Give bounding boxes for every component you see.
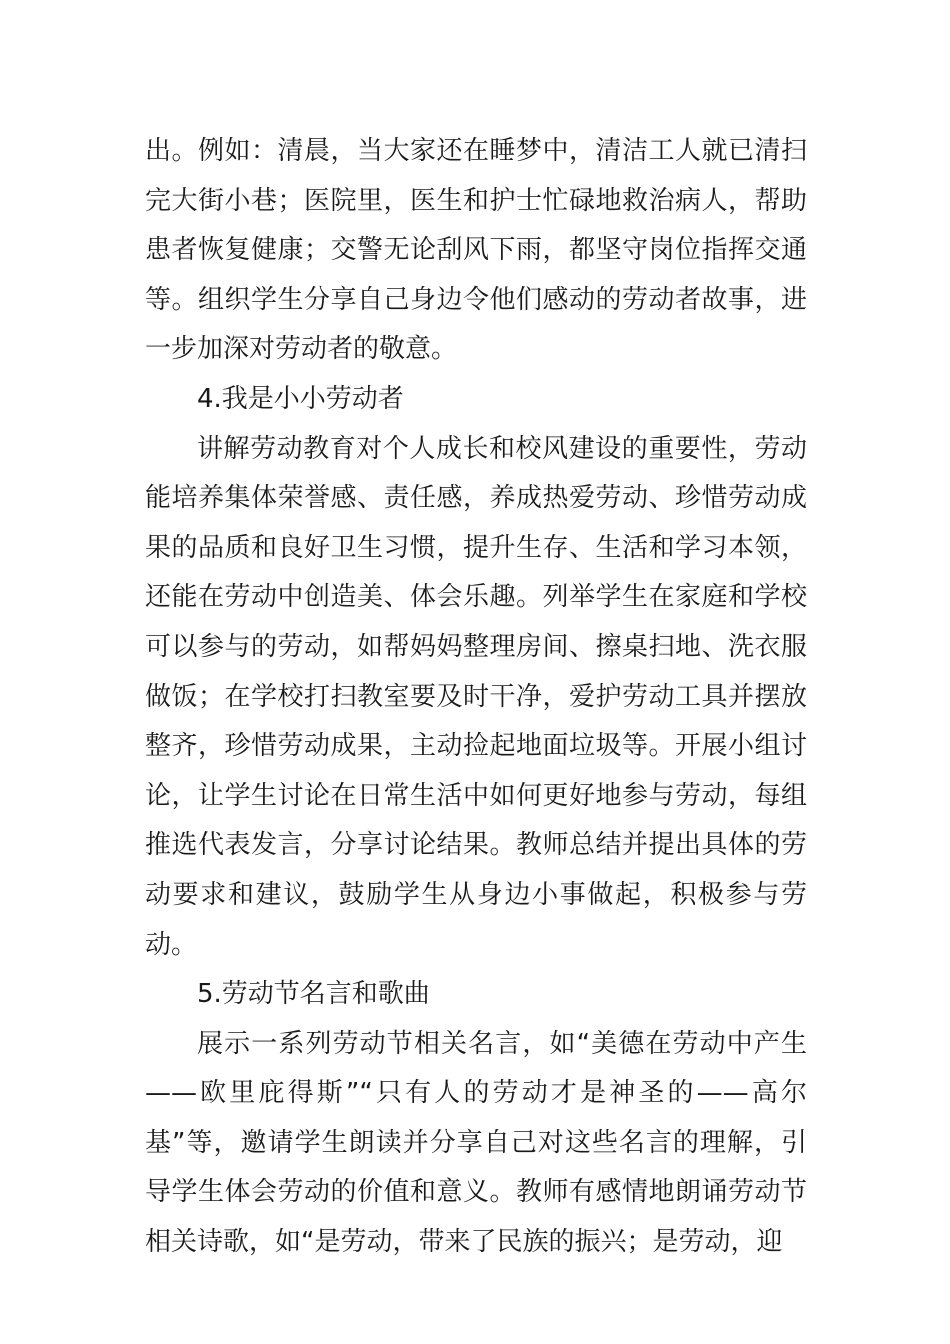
paragraph-workers-examples: 出。例如：清晨，当大家还在睡梦中，清洁工人就已清扫完大街小巷；医院里，医生和护士忙碌地救治病人，帮助患者恢复健康；交警无论刮风下雨，都坚守岗位指挥交通等。组织学生分享自己身边令他们感动的劳动者故事，进一步加深对劳动者的敬意。	[145, 136, 807, 365]
document-body	[145, 127, 807, 1268]
paragraph-labor-education: 讲解劳动教育对个人成长和校风建设的重要性，劳动能培养集体荣誉感、责任感，养成热爱劳动、珍惜劳动成果的品质和良好卫生习惯，提升生存、生活和学习本领，还能在劳动中创造美、体会乐趣。列举学生在家庭和学校可以参与的劳动，如帮妈妈整理房间、擦桌扫地、洗衣服做饭；在学校打扫教室要及时干净，爱护劳动工具并摆放整齐，珍惜劳动成果，主动捡起地面垃圾等。开展小组讨论，让学生讨论在日常生活中如何更好地参与劳动，每组推选代表发言，分享讨论结果。教师总结并提出具体的劳动要求和建议，鼓励学生从身边小事做起，积极参与劳动。	[145, 433, 807, 960]
paragraph-labor-quotes: 展示一系列劳动节相关名言，如“美德在劳动中产生——欧里庇得斯”“只有人的劳动才是神圣的——高尔基”等，邀请学生朗读并分享自己对这些名言的理解，引导学生体会劳动的价值和意义。教师有感情地朗诵劳动节相关诗歌，如“是劳动，带来了民族的振兴；是劳动，迎	[145, 1028, 807, 1258]
section-heading-quotes-songs: 5.劳动节名言和歌曲	[197, 979, 430, 1010]
section-heading-little-worker: 4.我是小小劳动者	[197, 383, 404, 414]
